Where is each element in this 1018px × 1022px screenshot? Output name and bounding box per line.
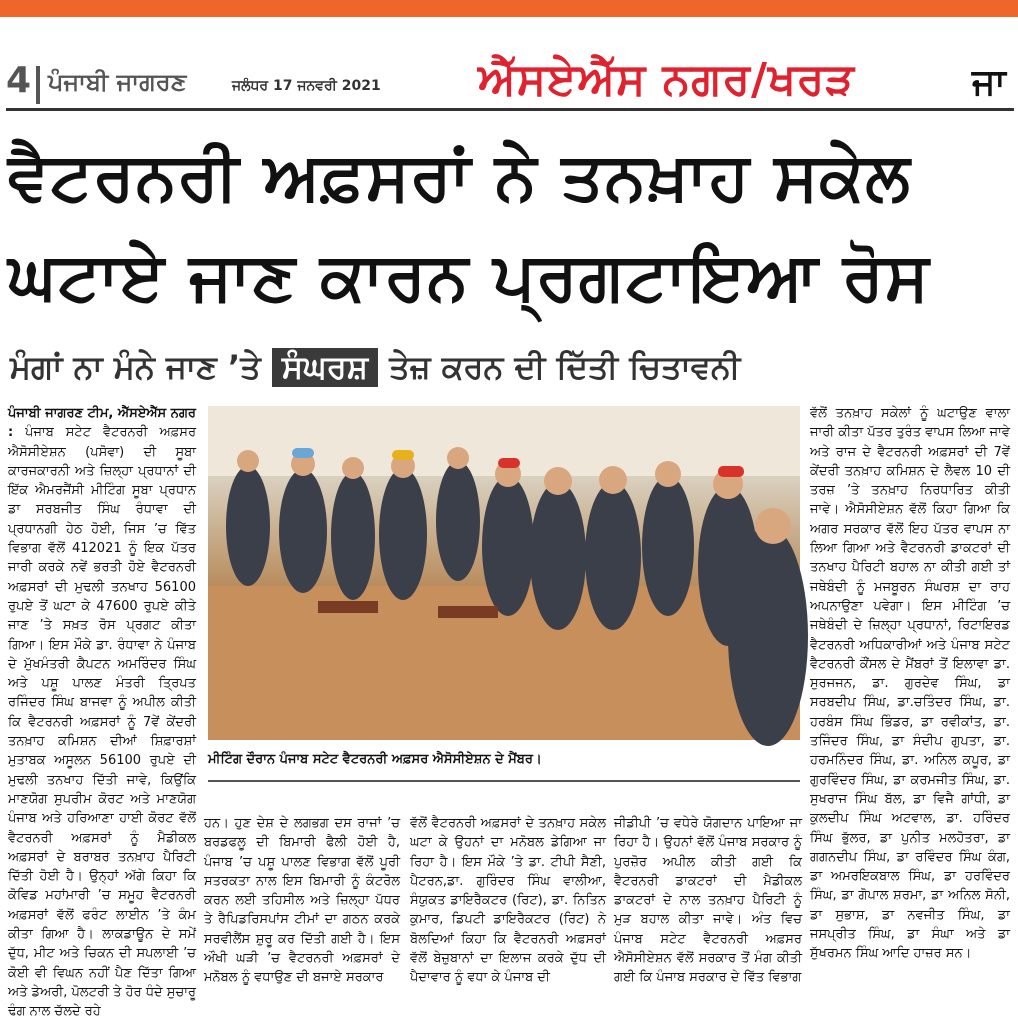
subhead-after: ਤੇਜ਼ ਕਰਨ ਦੀ ਦਿੱਤੀ ਚਿਤਾਵਨੀ (378, 348, 741, 386)
article-column-3: ਵੱਲੋਂ ਵੈਟਰਨਰੀ ਅਫ਼ਸਰਾਂ ਦੇ ਤਨਖ਼ਾਹ ਸਕੇਲ ਘਟਾ ਕੇ ਉਹਨਾਂ ਦਾ ਮਨੋਬਲ ਡੇਗਿਆ ਜਾ ਰਿਹਾ ਹੈ। ਇਸ ਮੌਕੇ ’ਤੇ ਡਾ. ਟੀਪੀ ਸੈਣੀ, ਪੈਟਰਨ,ਡਾ. ਗੁਰਿੰਦਰ ਸਿੰਘ ਵਾਲੀਆ, ਸੰਯੁਕਤ ਡਾਇਰੈਕਟਰ (ਰਿਟ), ਡਾ. ਨਿਤਿਨ ਕੁਮਾਰ, ਡਿਪਟੀ ਡਾਇਰੈਕਟਰ (ਰਿਟ) ਨੇ ਬੋਲਦਿਆਂ ਕਿਹਾ ਕਿ ਵੈਟਰਨਰੀ ਅਫ਼ਸਰਾਂ ਵੱਲੋਂ ਬੇਜ਼ੁਬਾਨਾਂ ਦਾ ਇਲਾਜ ਕਰਕੇ ਦੁੱਧ ਦੀ ਪੈਦਾਵਾਰ ਨੂੰ ਵਧਾ ਕੇ ਪੰਜਾਬ ਦੀ (410, 816, 606, 986)
paper-name: ਪੰਜਾਬੀ ਜਾਗਰਣ (48, 68, 187, 96)
section-title: ਐੱਸਏਐੱਸ ਨਗਰ/ਖਰੜ (478, 54, 855, 105)
article-column-5: ਵੱਲੋਂ ਤਨਖ਼ਾਹ ਸਕੇਲਾਂ ਨੂੰ ਘਟਾਉਣ ਵਾਲਾ ਜਾਰੀ ਕੀਤਾ ਪੱਤਰ ਤੁਰੰਤ ਵਾਪਸ ਲਿਆ ਜਾਵੇ ਅਤੇ ਰਾਜ ਦੇ ਵੈਟਰਨਰੀ ਅਫ਼ਸਰਾਂ ਦੀ 7ਵੇਂ ਕੇਂਦਰੀ ਤਨਖ਼ਾਹ ਕਮਿਸ਼ਨ ਦੇ ਲੈਵਲ 10 ਦੀ ਤਰਜ਼ ’ਤੇ ਤਨਖ਼ਾਹ ਨਿਰਧਾਰਿਤ ਕੀਤੀ ਜਾਵੇ। ਐਸੋਸੀਏਸ਼ਨ ਵੱਲੋਂ ਕਿਹਾ ਗਿਆ ਕਿ ਅਗਰ ਸਰਕਾਰ ਵੱਲੋਂ ਇਹ ਪੱਤਰ ਵਾਪਸ ਨਾ ਲਿਆ ਗਿਆ ਅਤੇ ਵੈਟਰਨਰੀ ਡਾਕਟਰਾਂ ਦੀ ਤਨਖਾਹ ਪੈਰਿਟੀ ਬਹਾਲ ਨਾ ਕੀਤੀ ਗਈ ਤਾਂ ਜਥੇਬੰਦੀ ਨੂੰ ਮਜਬੂਰਨ ਸੰਘਰਸ਼ ਦਾ ਰਾਹ ਅਪਨਾਉਣਾ ਪਵੇਗਾ। ਇਸ ਮੀਟਿੰਗ ’ਚ ਜਥੇਬੰਦੀ ਦੇ ਜ਼ਿਲ੍ਹਾ ਪ੍ਰਧਾਨਾਂ, ਰਿਟਾਇਰਡ ਵੈਟਰਨਰੀ ਅਧਿਕਾਰੀਆਂ ਅਤੇ ਪੰਜਾਬ ਸਟੇਟ ਵੈਟਰਨਰੀ ਕੌਂਸਲ ਦੇ ਮੈਂਬਰਾਂ ਤੋਂ ਇਲਾਵਾ ਡਾ. ਸੁਰਜਜਨ, ਡਾ. ਗੁਰਦੇਵ ਸਿੰਘ, ਡਾ ਸਰਬਦੀਪ ਸਿੰਘ, ਡਾ.ਚਤਿੰਦਰ ਸਿੰਘ, ਡਾ. ਹਰਬੰਸ ਸਿੰਘ ਭਿੰਡਰ, ਡਾ ਰਵੀਕਾਂਤ, ਡਾ. ਤਜਿੰਦਰ ਸਿੰਘ, ਡਾ ਸੰਦੀਪ ਗੁਪਤਾ, ਡਾ. ਹਰਮਨਿੰਦਰ ਸਿੰਘ, ਡਾ. ਅਨਿਲ ਕਪੂਰ, ਡਾ ਗੁਰਵਿੰਦਰ ਸਿੰਘ, ਡਾ ਕਰਮਜੀਤ ਸਿੰਘ, ਡਾ. ਸੁਖਰਾਜ ਸਿੰਘ ਬੱਲ, ਡਾ ਵਿਜੈ ਗਾਂਧੀ, ਡਾ ਕੁਲਦੀਪ ਸਿੰਘ ਅਟਵਾਲ, ਡਾ. ਹਰਿੰਦਰ ਸਿੰਘ ਭੁੱਲਰ, ਡਾ ਪੁਨੀਤ ਮਲਹੋਤਰਾ, ਡਾ ਗਗਨਦੀਪ ਸਿੰਘ, ਡਾ ਰਵਿੰਦਰ ਸਿੰਘ ਕੰਗ, ਡਾ ਅਮਰਇਕਬਾਲ ਸਿੰਘ, ਡਾ ਹਰਵਿੰਦਰ ਸਿੰਘ, ਡਾ ਗੋਪਾਲ ਸ਼ਰਮਾ, ਡਾ ਅਨਿਲ ਸੋਨੀ, ਡਾ ਸੁਭਾਸ਼, ਡਾ ਨਵਜੀਤ ਸਿੰਘ, ਡਾ ਜਸਪ੍ਰੀਤ ਸਿੰਘ, ਡਾ ਸੰਘਾ ਅਤੇ ਡਾ ਸੁੱਖਰਮਨ ਸਿੰਘ ਆਦਿ ਹਾਜ਼ਰ ਸਨ। (810, 406, 1010, 962)
masthead-divider (36, 66, 40, 104)
photo-caption: ਮੀਟਿੰਗ ਦੌਰਾਨ ਪੰਜਾਬ ਸਟੇਟ ਵੈਟਰਨਰੀ ਅਫ਼ਸਰ ਐਸੋਸੀਏਸ਼ਨ ਦੇ ਮੈਂਬਰ। (208, 752, 542, 767)
article-column-2: ਹਨ। ਹੁਣ ਦੇਸ਼ ਦੇ ਲਗਭਗ ਦਸ ਰਾਜਾਂ ’ਚ ਬਰਡਫਲੂ ਦੀ ਬਿਮਾਰੀ ਫੈਲੀ ਹੋਈ ਹੈ, ਪੰਜਾਬ ’ਚ ਪਸ਼ੂ ਪਾਲਣ ਵਿਭਾਗ ਵੱਲੋਂ ਪੂਰੀ ਸਤਰਕਤਾ ਨਾਲ ਇਸ ਬਿਮਾਰੀ ਨੂੰ ਕੰਟਰੋਲ ਕਰਨ ਲਈ ਤਹਿਸੀਲ ਅਤੇ ਜ਼ਿਲ੍ਹਾ ਪੱਧਰ ਤੇ ਰੈਪਿਡਰਿਸਪਾਂਸ ਟੀਮਾਂ ਦਾ ਗਠਨ ਕਰਕੇ ਸਰਵੀਲੈਂਸ ਸ਼ੁਰੂ ਕਰ ਦਿੱਤੀ ਗਈ ਹੈ। ਇਸ ਔਖੀ ਘੜੀ ’ਚ ਵੈਟਰਨਰੀ ਅਫ਼ਸਰਾਂ ਦੇ ਮਨੋਬਲ ਨੂੰ ਵਧਾਉਣ ਦੀ ਬਜਾਏ ਸਰਕਾਰ (204, 816, 400, 986)
subhead-boxed-word: ਸੰਘਰਸ਼ (272, 348, 378, 387)
article-column-4: ਜੀਡੀਪੀ ’ਚ ਵਧੇਰੇ ਯੋਗਦਾਨ ਪਾਇਆ ਜਾ ਰਿਹਾ ਹੈ। ਉਹਨਾਂ ਵੱਲੋਂ ਪੰਜਾਬ ਸਰਕਾਰ ਨੂੰ ਪੁਰਜ਼ੋਰ ਅਪੀਲ ਕੀਤੀ ਗਈ ਕਿ ਵੈਟਰਨਰੀ ਡਾਕਟਰਾਂ ਦੀ ਮੈਡੀਕਲ ਡਾਕਟਰਾਂ ਦੇ ਨਾਲ ਤਨਖ਼ਾਹ ਪੈਰਿਟੀ ਨੂੰ ਮੁੜ ਬਹਾਲ ਕੀਤਾ ਜਾਵੇ। ਅੰਤ ਵਿਚ ਪੰਜਾਬ ਸਟੇਟ ਵੈਟਰਨਰੀ ਅਫ਼ਸਰ ਐਸੋਸੀਏਸ਼ਨ ਵੱਲੋਂ ਸਰਕਾਰ ਤੋਂ ਮੰਗ ਕੀਤੀ ਗਈ ਕਿ ਪੰਜਾਬ ਸਰਕਾਰ ਦੇ ਵਿੱਤ ਵਿਭਾਗ (614, 816, 802, 986)
article-column-1 (8, 404, 196, 1020)
headline-line-2: ਘਟਾਏ ਜਾਣ ਕਾਰਨ ਪ੍ਰਗਟਾਇਆ ਰੋਸ (8, 238, 930, 315)
byline: ਪੰਜਾਬੀ ਜਾਗਰਣ ਟੀਮ, ਐੱਸਏਐੱਸ ਨਗਰ : (8, 406, 196, 441)
caption-rule (208, 780, 800, 782)
group-photo (208, 406, 800, 740)
dateline: ਜਲੰਧਰ 17 ਜਨਵਰੀ 2021 (232, 78, 381, 94)
article-text-1: ਪੰਜਾਬ ਸਟੇਟ ਵੈਟਰਨਰੀ ਅਫ਼ਸਰ ਐਸੋਸੀਏਸ਼ਨ (ਪਸੋਵਾ) ਦੀ ਸੂਬਾ ਕਾਰਜਕਾਰਨੀ ਅਤੇ ਜ਼ਿਲ੍ਹਾ ਪ੍ਰਧਾਨਾਂ ਦੀ ਇੱਕ ਐਮਰਜੈਂਸੀ ਮੀਟਿੰਗ ਸੂਬਾ ਪ੍ਰਧਾਨ ਡਾ ਸਰਬਜੀਤ ਸਿੰਘ ਰੰਧਾਵਾ ਦੀ ਪ੍ਰਧਾਨਗੀ ਹੇਠ ਹੋਈ, ਜਿਸ ’ਚ ਵਿੱਤ ਵਿਭਾਗ ਵੱਲੋਂ 412021 ਨੂੰ ਇਕ ਪੱਤਰ ਜਾਰੀ ਕਰਕੇ ਨਵੇਂ ਭਰਤੀ ਹੋਏ ਵੈਟਰਨਰੀ ਅਫ਼ਸਰਾਂ ਦੀ ਮੁਢਲੀ ਤਨਖਾਹ 56100 ਰੁਪਏ ਤੋਂ ਘਟਾ ਕੇ 47600 ਰੁਪਏ ਕੀਤੇ ਜਾਣ ’ਤੇ ਸਖ਼ਤ ਰੋਸ ਪ੍ਰਗਟ ਕੀਤਾ ਗਿਆ। ਇਸ ਮੌਕੇ ਡਾ. ਰੰਧਾਵਾ ਨੇ ਪੰਜਾਬ ਦੇ ਮੁੱਖਮੰਤਰੀ ਕੈਪਟਨ ਅਮਰਿੰਦਰ ਸਿੰਘ ਅਤੇ ਪਸ਼ੂ ਪਾਲਣ ਮੰਤਰੀ ਤ੍ਰਿਪਤ ਰਜਿੰਦਰ ਸਿੰਘ ਬਾਜਵਾ ਨੂੰ ਅਪੀਲ ਕੀਤੀ ਕਿ ਵੈਟਰਨਰੀ ਅਫ਼ਸਰਾਂ ਨੂੰ 7ਵੇਂ ਕੇਂਦਰੀ ਤਨਖ਼ਾਹ ਕਮਿਸ਼ਨ ਦੀਆਂ ਸ਼ਿਫ਼ਾਰਸ਼ਾਂ ਮੁਤਾਬਕ ਅਸੂਲਨ 56100 ਰੁਪਏ ਦੀ ਮੁਢਲੀ ਤਨਖਾਹ ਦਿੱਤੀ ਜਾਵੇ, ਕਿਉਂਕਿ ਮਾਣਯੋਗ ਸੁਪਰੀਮ ਕੋਰਟ ਅਤੇ ਮਾਣਯੋਗ ਪੰਜਾਬ ਅਤੇ ਹਰਿਆਣਾ ਹਾਈ ਕੋਰਟ ਵੱਲੋਂ ਵੈਟਰਨਰੀ ਅਫ਼ਸਰਾਂ ਨੂੰ ਮੈਡੀਕਲ ਅਫ਼ਸਰਾਂ ਦੇ ਬਰਾਬਰ ਤਨਖ਼ਾਹ ਪੈਰਿਟੀ ਦਿੱਤੀ ਹੋਈ ਹੈ। ਉਨ੍ਹਾਂ ਅੱਗੇ ਕਿਹਾ ਕਿ ਕੋਵਿਡ ਮਹਾਂਮਾਰੀ ’ਚ ਸਮੂਹ ਵੈਟਰਨਰੀ ਅਫ਼ਸਰਾਂ ਵੱਲੋਂ ਫਰੰਟ ਲਾਈਨ ’ਤੇ ਕੰਮ ਕੀਤਾ ਗਿਆ ਹੈ। ਲਾਕਡਾਊਨ ਦੇ ਸਮੇਂ ਦੁੱਧ, ਮੀਟ ਅਤੇ ਚਿਕਨ ਦੀ ਸਪਲਾਈ ’ਚ ਕੋਈ ਵੀ ਵਿਘਨ ਨਹੀਂ ਪੈਣ ਦਿੱਤਾ ਗਿਆ ਅਤੇ ਡੇਅਰੀ, ਪੋਲਟਰੀ ਤੇ ਹੋਰ ਧੰਦੇ ਸੁਚਾਰੂ ਢੰਗ ਨਾਲ ਚੱਲਦੇ ਰਹੇ (8, 425, 196, 1020)
masthead-rule (6, 108, 1014, 111)
photo-illustration (208, 406, 800, 740)
page-number: 4 (6, 60, 32, 101)
subhead-before: ਮੰਗਾਂ ਨਾ ਮੰਨੇ ਜਾਣ ’ਤੇ (10, 348, 272, 386)
headline-line-1: ਵੈਟਰਨਰੀ ਅਫ਼ਸਰਾਂ ਨੇ ਤਨਖ਼ਾਹ ਸਕੇਲ (8, 138, 911, 215)
masthead (0, 52, 1018, 112)
subheadline (10, 348, 740, 392)
top-color-band (0, 0, 1018, 17)
section-title-cut: ਜਾ (972, 62, 1006, 103)
